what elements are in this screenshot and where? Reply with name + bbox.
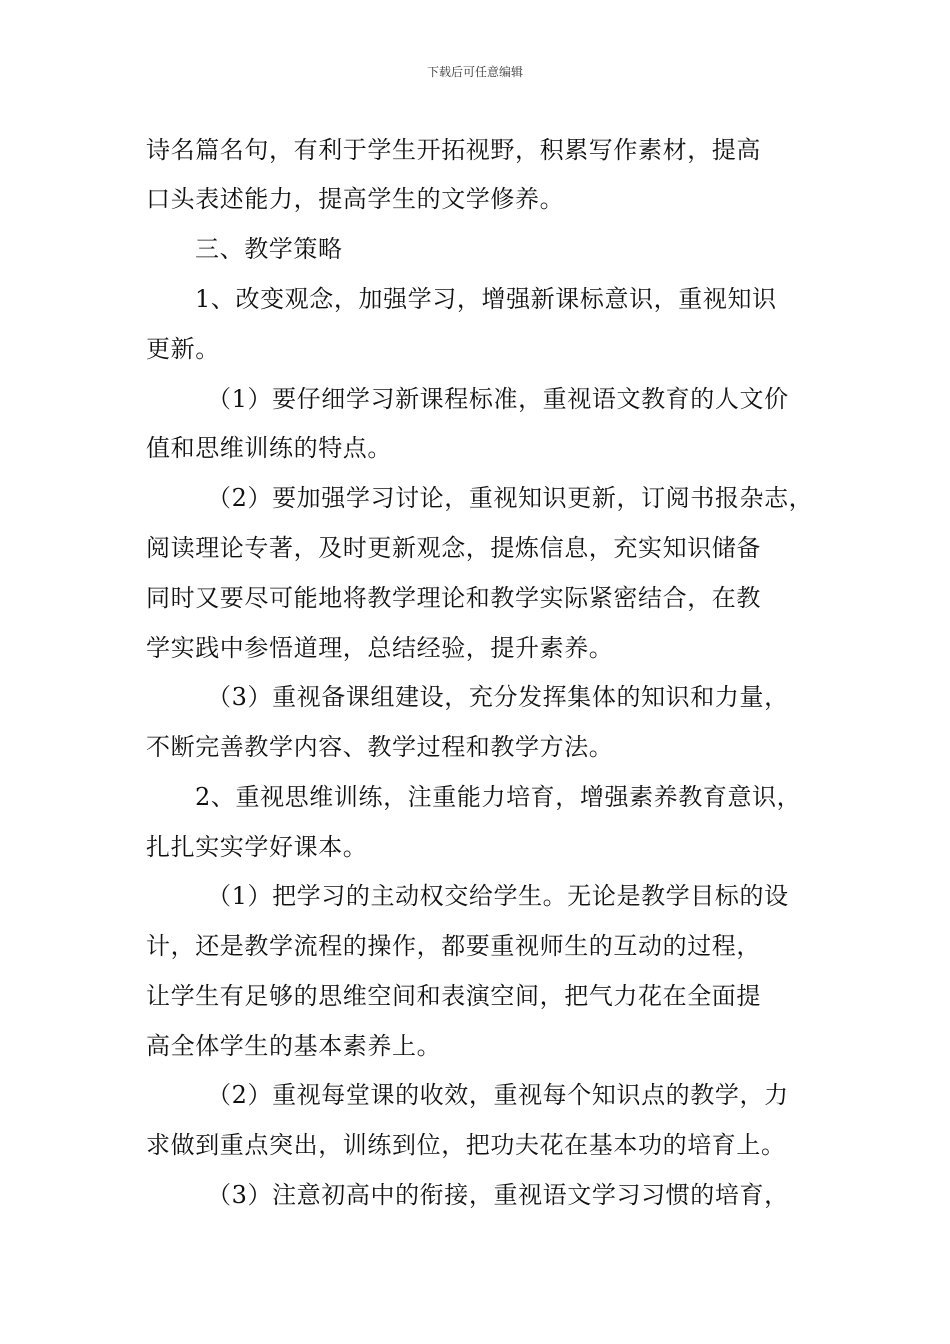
body-line: 高全体学生的基本素养上。: [146, 1032, 442, 1060]
body-line: 不断完善教学内容、教学过程和教学方法。: [146, 733, 614, 761]
body-line: （1）把学习的主动权交给学生。无论是教学目标的设: [207, 882, 789, 910]
body-line: 诗名篇名句，有利于学生开拓视野，积累写作素材，提高: [146, 136, 761, 164]
body-line: （2）重视每堂课的收效，重视每个知识点的教学，力: [207, 1081, 789, 1109]
body-line: 口头表述能力，提高学生的文学修养。: [146, 185, 565, 213]
body-line: 让学生有足够的思维空间和表演空间，把气力花在全面提: [146, 982, 761, 1010]
body-line: 1、改变观念，加强学习，增强新课标意识，重视知识: [195, 285, 777, 313]
body-line: 扎扎实实学好课本。: [146, 833, 368, 861]
body-line: 同时又要尽可能地将教学理论和教学实际紧密结合，在教: [146, 584, 761, 612]
body-line: 求做到重点突出，训练到位，把功夫花在基本功的培育上。: [146, 1131, 786, 1159]
body-line: 值和思维训练的特点。: [146, 434, 392, 462]
body-line: （3）注意初高中的衔接，重视语文学习习惯的培育，: [207, 1181, 789, 1209]
body-line: （1）要仔细学习新课程标准，重视语文教育的人文价: [207, 385, 789, 413]
section-heading: 三、教学策略: [195, 235, 343, 263]
body-line: 阅读理论专著，及时更新观念，提炼信息，充实知识储备: [146, 534, 761, 562]
body-line: 计，还是教学流程的操作，都要重视师生的互动的过程，: [146, 932, 761, 960]
body-line: 更新。: [146, 335, 220, 363]
page-header: 下载后可任意编辑: [426, 65, 523, 79]
body-line: （2）要加强学习讨论，重视知识更新，订阅书报杂志，: [207, 484, 814, 512]
body-line: 2、重视思维训练，注重能力培育，增强素养教育意识，: [195, 783, 802, 811]
body-line: （3）重视备课组建设，充分发挥集体的知识和力量，: [207, 683, 789, 711]
body-line: 学实践中参悟道理，总结经验，提升素养。: [146, 634, 614, 662]
